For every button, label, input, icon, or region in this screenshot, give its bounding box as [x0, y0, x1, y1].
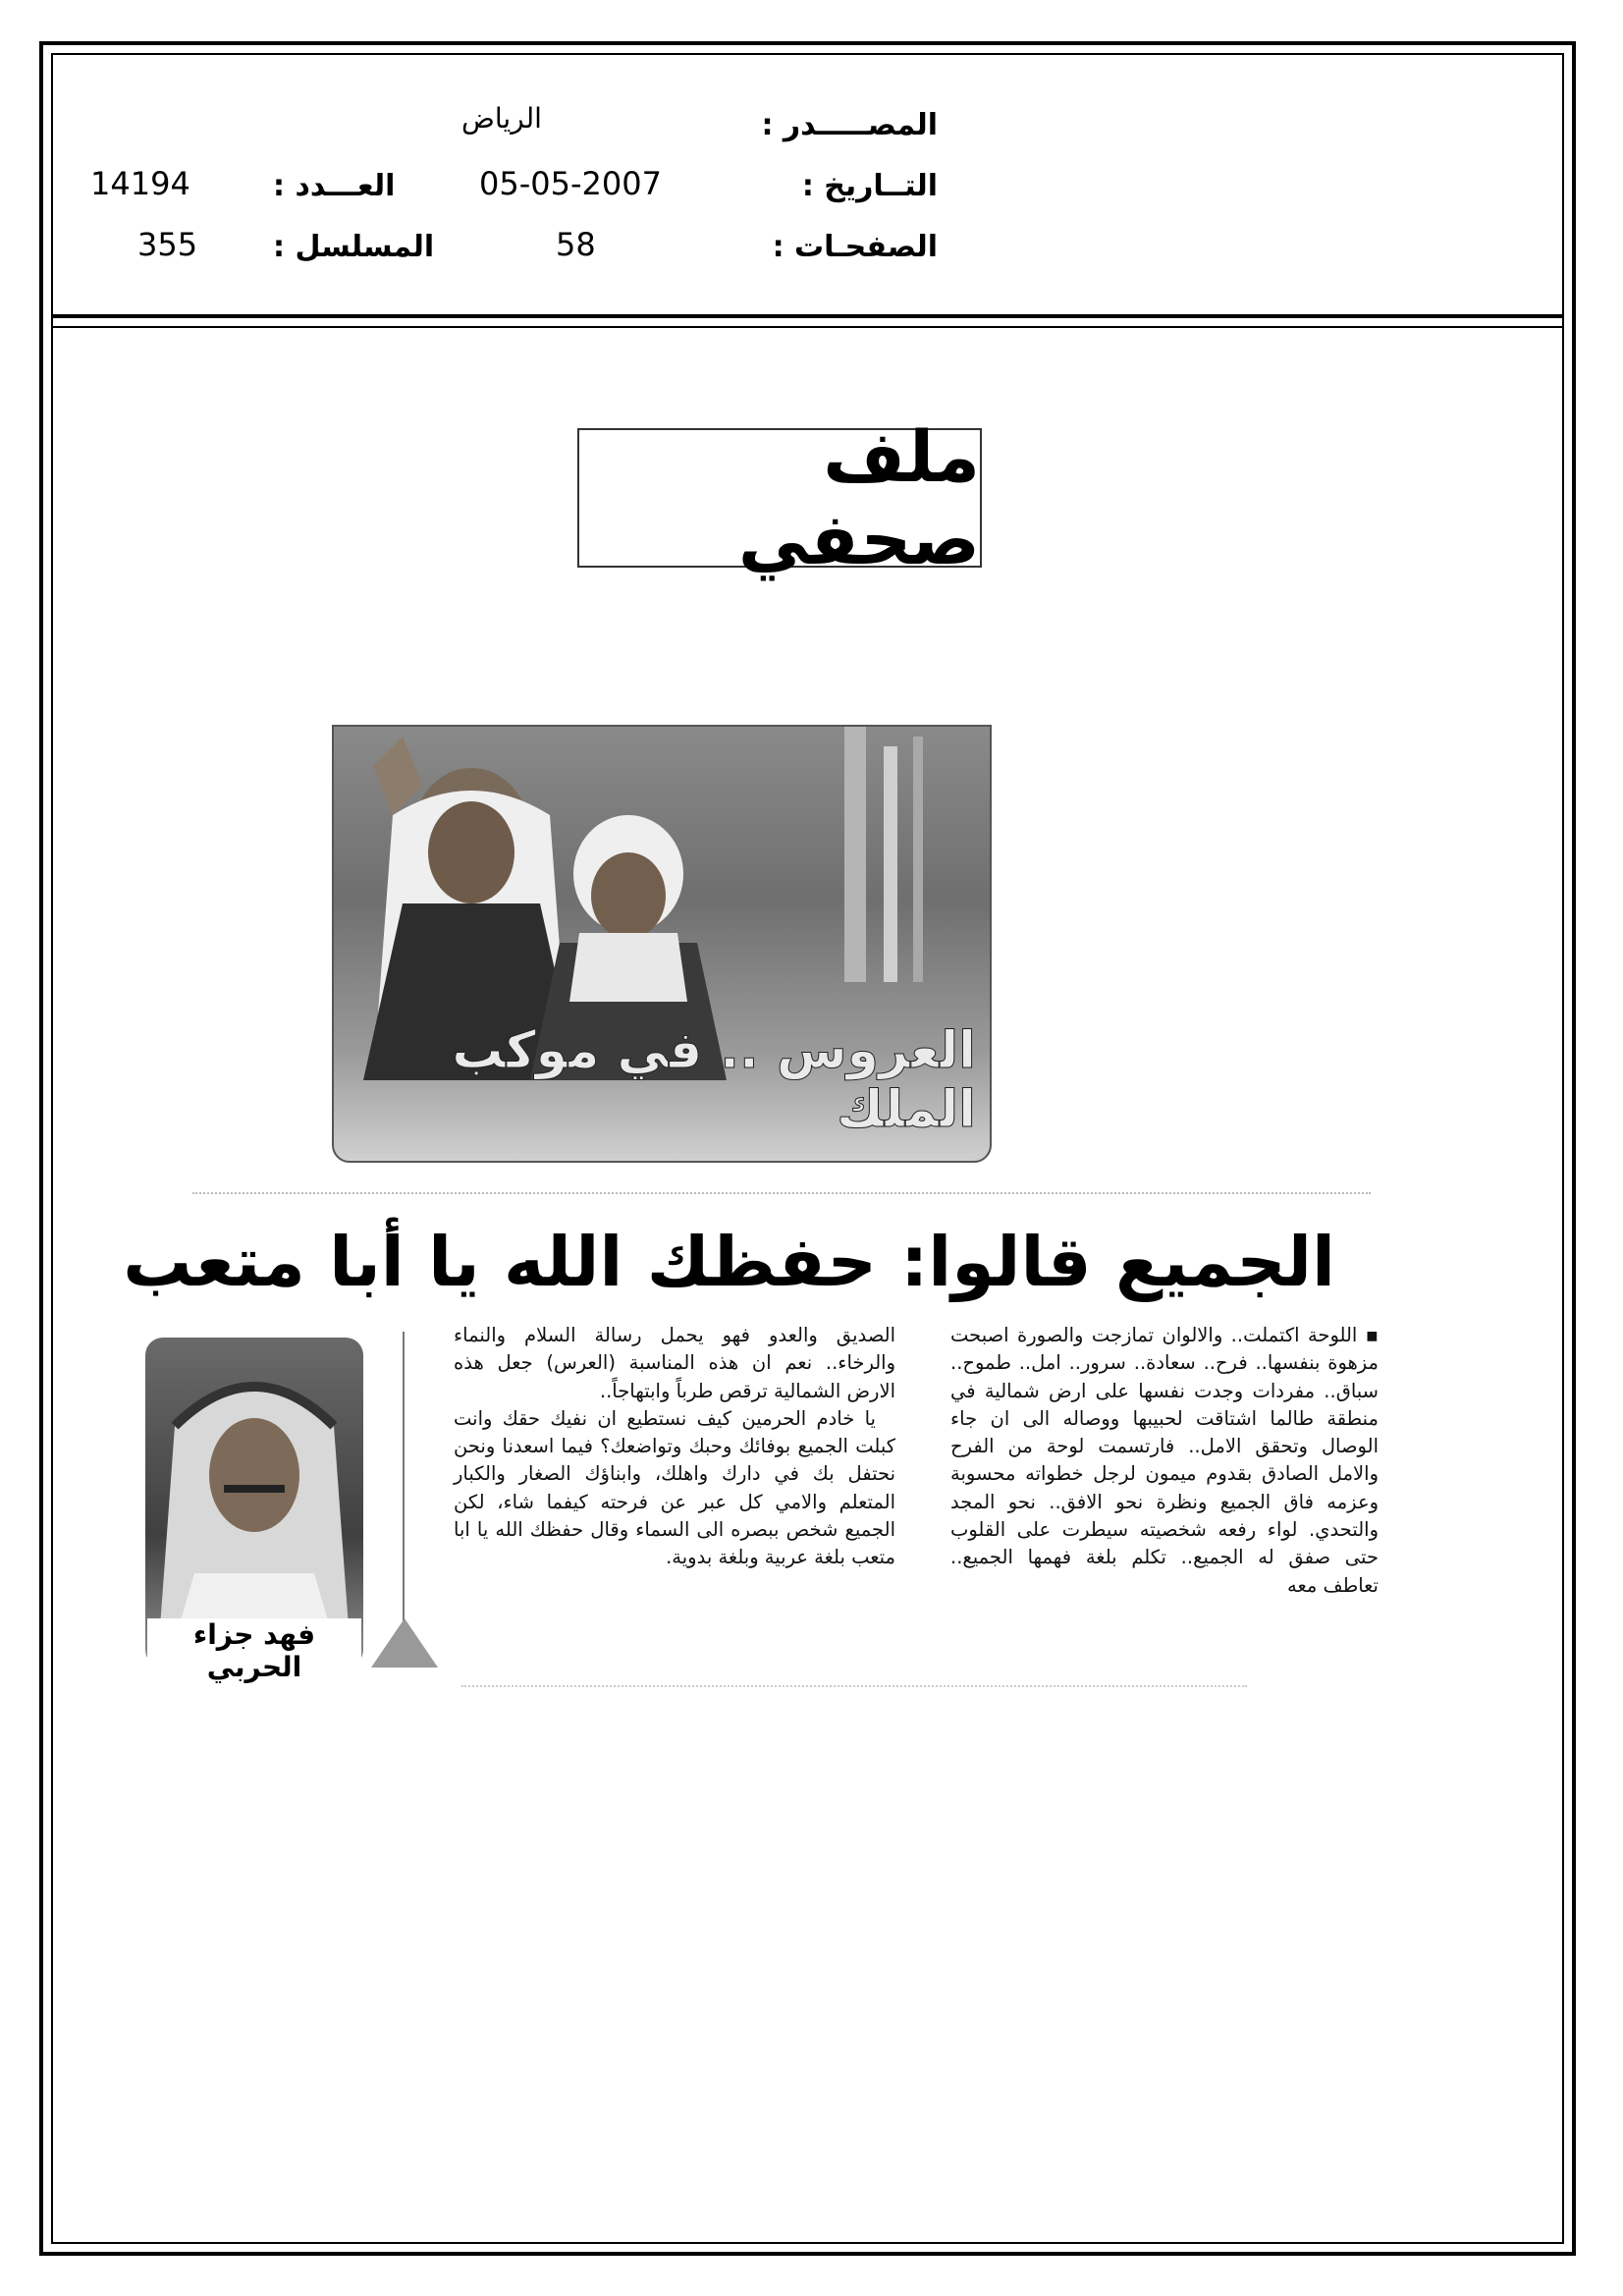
dotted-separator-bottom [461, 1685, 1247, 1687]
dotted-separator [192, 1192, 1371, 1194]
date-value: 05-05-2007 [479, 165, 662, 202]
decorative-triangle [371, 1618, 438, 1667]
header-divider-thin [51, 326, 1564, 328]
issue-value: 14194 [90, 165, 190, 202]
article-photo [332, 725, 992, 1163]
serial-value: 355 [137, 226, 198, 263]
article-headline: الجميع قالوا: حفظك الله يا أبا متعب [123, 1222, 1335, 1302]
header-divider [51, 314, 1564, 318]
photo-caption: العروس .. في موكب الملك [452, 1021, 976, 1139]
serial-label: المسلسل : [273, 230, 435, 264]
column-rule [403, 1332, 405, 1666]
pages-label: الصفحـات : [772, 230, 938, 264]
author-name: فهد جزاء الحربي [147, 1618, 361, 1683]
date-label: التــاريخ : [801, 169, 938, 203]
source-value: الرياض [461, 102, 542, 135]
pages-value: 58 [556, 226, 596, 263]
article-column-left [454, 1322, 895, 1572]
issue-label: العـــدد : [273, 169, 396, 203]
press-file-stamp [577, 415, 982, 580]
paragraph: ▪ اللوحة اكتملت.. والالوان تمازجت والصورة اصبحت مزهوة بنفسها.. فرح.. سعادة.. سرور.. امل.. طموح.. سباق.. مفردات وجدت نفسها على ارض شمالية في منطقة طالما اشتاقت لحبيبها ووصاله الى ان جاء الوصال وتحقق الامل.. فارتسمت لوحة من الفرح والامل الصادق بقدوم ميمون لرجل خطواته محسوبة وعزمه فاق الجميع ونظرة نحو الافق.. نحو المجد والتحدي. لواء رفعه شخصيته سيطرت على القلوب حتى صفق له الجميع.. تكلم بلغة فهمها الجميع.. تعاطف معه [950, 1324, 1379, 1597]
stamp-text: ملف صحفي [737, 415, 980, 580]
source-label: المصـــــدر : [761, 108, 938, 142]
paragraph: الصديق والعدو فهو يحمل رسالة السلام والنماء والرخاء.. نعم ان هذه المناسبة (العرس) جعل هذه الارض الشمالية ترقص طرباً وابتهاجاً.. [454, 1324, 895, 1402]
article-column-right [950, 1322, 1379, 1600]
paragraph: يا خادم الحرمين كيف نستطيع ان نفيك حقك وانت كبلت الجميع بوفائك وحبك وتواضعك؟ فيما اسعدنا ونحن نحتفل بك في دارك واهلك، وابناؤك الصغار والكبار المتعلم والامي كل عبر عن فرحته كيفما شاء، لكن الجميع شخص ببصره الى السماء وقال حفظك الله يا ابا متعب بلغة عربية وبلغة بدوية. [454, 1406, 895, 1569]
